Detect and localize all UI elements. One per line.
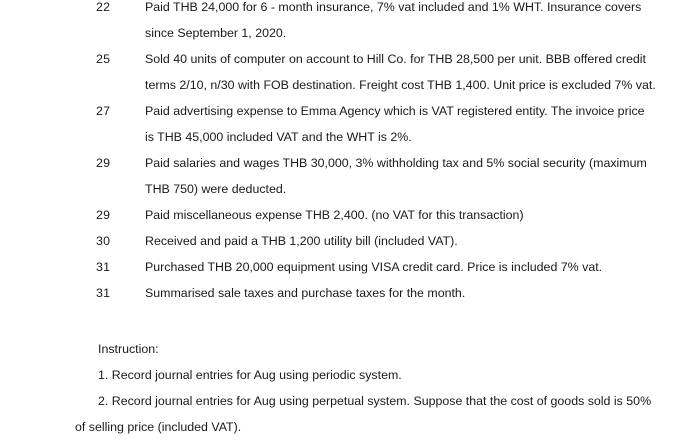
transaction-day: 31 bbox=[96, 260, 111, 274]
transaction-text-line: Received and paid a THB 1,200 utility bill (included VAT). bbox=[145, 234, 458, 248]
transaction-day: 30 bbox=[96, 234, 111, 248]
transaction-text-line: since September 1, 2020. bbox=[145, 26, 287, 40]
instruction-item: 1. Record journal entries for Aug using periodic system. bbox=[98, 368, 402, 382]
transaction-day: 22 bbox=[96, 0, 111, 14]
transaction-text-line: Paid miscellaneous expense THB 2,400. (no VAT for this transaction) bbox=[145, 208, 524, 222]
transaction-text-line: terms 2/10, n/30 with FOB destination. Freight cost THB 1,400. Unit price is excluded 7% vat. bbox=[145, 78, 656, 92]
transaction-text-line: Paid THB 24,000 for 6 - month insurance, 7% vat included and 1% WHT. Insurance covers bbox=[145, 0, 642, 14]
transaction-day: 31 bbox=[96, 286, 111, 300]
transaction-day: 27 bbox=[96, 104, 111, 118]
transaction-text-line: Summarised sale taxes and purchase taxes for the month. bbox=[145, 286, 466, 300]
instruction-item-continuation: of selling price (included VAT). bbox=[75, 420, 242, 434]
transaction-day: 29 bbox=[96, 208, 111, 222]
instructions-heading: Instruction: bbox=[98, 342, 159, 356]
transaction-day: 25 bbox=[96, 52, 111, 66]
transaction-text-line: Sold 40 units of computer on account to Hill Co. for THB 28,500 per unit. BBB offered credit bbox=[145, 52, 646, 66]
instruction-item: 2. Record journal entries for Aug using perpetual system. Suppose that the cost of goods sold is 50% bbox=[98, 394, 652, 408]
transaction-text-line: THB 750) were deducted. bbox=[145, 182, 287, 196]
transaction-day: 29 bbox=[96, 156, 111, 170]
transaction-text-line: is THB 45,000 included VAT and the WHT is 2%. bbox=[145, 130, 412, 144]
transaction-text-line: Purchased THB 20,000 equipment using VISA credit card. Price is included 7% vat. bbox=[145, 260, 603, 274]
transaction-text-line: Paid advertising expense to Emma Agency which is VAT registered entity. The invoice price bbox=[145, 104, 645, 118]
transaction-text-line: Paid salaries and wages THB 30,000, 3% withholding tax and 5% social security (maximum bbox=[145, 156, 647, 170]
